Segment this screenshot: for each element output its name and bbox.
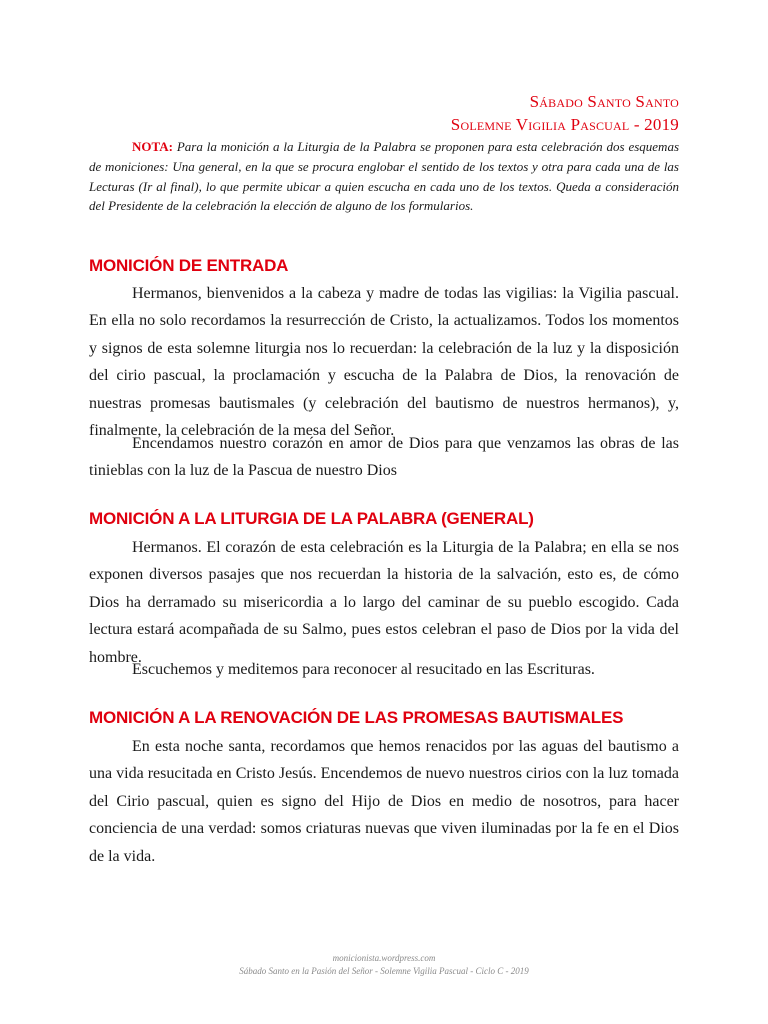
footer-website: monicionista.wordpress.com bbox=[332, 953, 436, 963]
paragraph: Escuchemos y meditemos para reconocer al resucitado en las Escrituras. bbox=[132, 661, 595, 678]
nota-paragraph bbox=[89, 137, 679, 216]
document-title: Sábado Santo Santo bbox=[529, 92, 679, 111]
document-subtitle: Solemne Vigilia Pascual - 2019 bbox=[450, 115, 679, 134]
nota-text: Para la monición a la Liturgia de la Palabra se proponen para esta celebración dos esquemas de moniciones: Una general, en la que se procura englobar el sentido de los textos y otra para cada una de las Lecturas (Ir al final), lo que permite ubicar a quien escucha en cada uno de los textos. Queda a consideración del Presidente de la celebración la elección de alguno de los formularios. bbox=[89, 139, 679, 214]
paragraph: Hermanos. El corazón de esta celebración es la Liturgia de la Palabra; en ella se nos exponen diversos pasajes que nos recuerdan la historia de la salvación, esto es, de cómo Dios ha derramado su misericordia a lo largo del caminar de su pueblo escogido. Cada lectura estará acompañada de su Salmo, pues estos celebran el paso de Dios por la vida del hombre. bbox=[89, 539, 679, 666]
footer-caption: Sábado Santo en la Pasión del Señor - Solemne Vigilia Pascual - Ciclo C - 2019 bbox=[239, 966, 529, 976]
heading-monicion-entrada: MONICIÓN DE ENTRADA bbox=[89, 256, 289, 275]
heading-monicion-liturgia-palabra: MONICIÓN A LA LITURGIA DE LA PALABRA (GENERAL) bbox=[89, 509, 534, 528]
nota-label: NOTA: bbox=[132, 139, 173, 154]
heading-monicion-promesas-bautismales: MONICIÓN A LA RENOVACIÓN DE LAS PROMESAS BAUTISMALES bbox=[89, 708, 624, 727]
paragraph: Encendamos nuestro corazón en amor de Dios para que venzamos las obras de las tinieblas con la luz de la Pascua de nuestro Dios bbox=[89, 435, 679, 480]
paragraph: Hermanos, bienvenidos a la cabeza y madre de todas las vigilias: la Vigilia pascual. En ella no solo recordamos la resurrección de Cristo, la actualizamos. Todos los momentos y signos de esta solemne liturgia nos lo recuerdan: la celebración de la luz y la disposición del cirio pascual, la proclamación y escucha de la Palabra de Dios, la renovación de nuestras promesas bautismales (y celebración del bautismo de nuestros hermanos), y, finalmente, la celebración de la mesa del Señor. bbox=[89, 285, 679, 440]
paragraph: En esta noche santa, recordamos que hemos renacidos por las aguas del bautismo a una vida resucitada en Cristo Jesús. Encendemos de nuevo nuestros cirios con la luz tomada del Cirio pascual, quien es signo del Hijo de Dios en medio de nosotros, para hacer conciencia de una verdad: somos criaturas nuevas que viven iluminadas por la fe en el Dios de la vida. bbox=[89, 738, 679, 865]
